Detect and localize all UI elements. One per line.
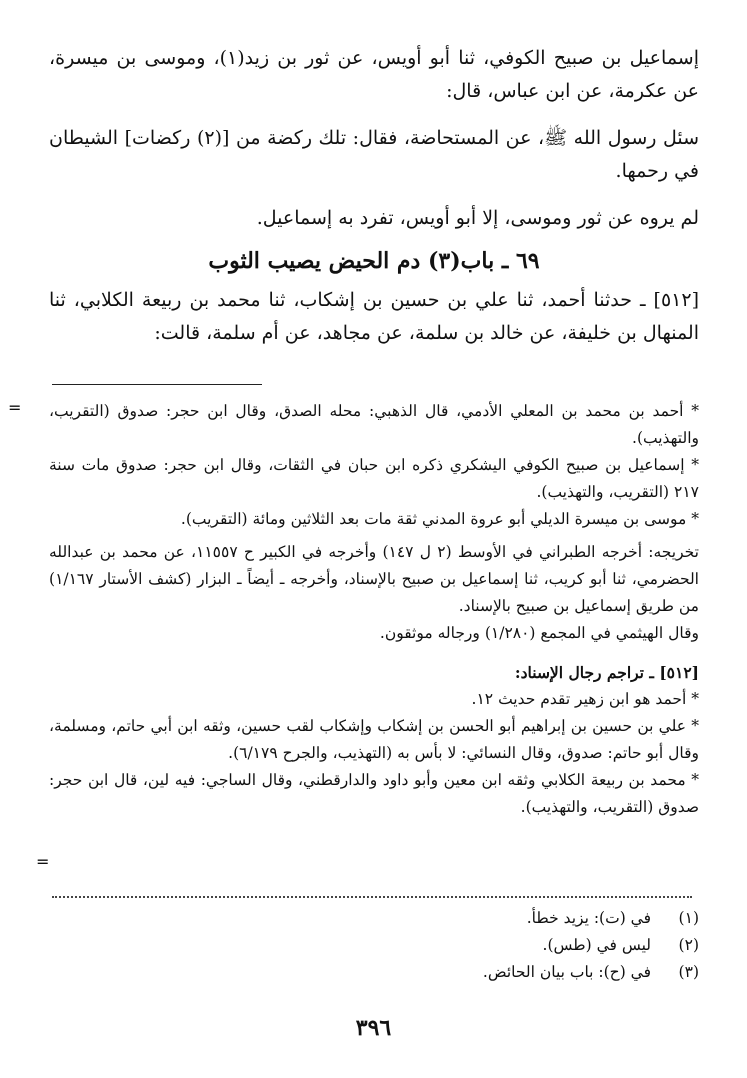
notes-separator bbox=[52, 896, 692, 898]
footnote-text: ليس في (طس). bbox=[542, 936, 651, 954]
tarajim-title: [٥١٢] ـ تراجم رجال الإسناد: bbox=[514, 663, 699, 682]
paragraph-isnad: إسماعيل بن صبيح الكوفي، ثنا أبو أويس، عن ثور بن زيد(١)، وموسى بن ميسرة، عن عكرمة، عن ابن عباس، قال: bbox=[49, 47, 699, 102]
margin-mark: = bbox=[36, 852, 50, 871]
footnote-text: في (ت): يزيد خطأ. bbox=[526, 909, 651, 927]
footnote-separator bbox=[52, 384, 262, 385]
tarajim-item: * محمد بن ربيعة الكلابي وثقه ابن معين وأبو داود والدارقطني، وقال الساجي: فيه لين، قال ابن حجر: صدوق (التقريب، والتهذيب). bbox=[49, 771, 699, 816]
tarajim-item: * أحمد هو ابن زهير تقدم حديث ١٢. bbox=[471, 690, 699, 708]
footnote-text: في (ح): باب بيان الحائض. bbox=[482, 963, 651, 981]
takhrij-text: وقال الهيثمي في المجمع (١/٢٨٠) ورجاله موثقون. bbox=[379, 624, 699, 642]
footnote bbox=[49, 959, 699, 986]
chapter-heading: ٦٩ ـ باب(٣) دم الحيض يصيب الثوب bbox=[208, 248, 540, 274]
paragraph-hadith: سئل رسول الله ﷺ، عن المستحاضة، فقال: تلك ركضة من [(٢) ركضات] الشيطان في رحمها. bbox=[49, 127, 700, 182]
tarajim-item: * علي بن حسين بن إبراهيم أبو الحسن بن إشكاب وإشكاب لقب حسين، وثقه ابن أبي حاتم، ومسلمة، وقال أبو حاتم: صدوق، وقال النسائي: لا بأس به (التهذيب، والجرح ٦/١٧٩). bbox=[49, 717, 699, 762]
main-text bbox=[49, 42, 699, 350]
paragraph-hadith-512: [٥١٢] ـ حدثنا أحمد، ثنا علي بن حسين بن إشكاب، ثنا محمد بن ربيعة الكلابي، ثنا المنهال بن خليفة، عن خالد بن سلمة، عن مجاهد، عن أم سلمة، قالت: bbox=[49, 289, 699, 344]
paragraph-comment: لم يروه عن ثور وموسى، إلا أبو أويس، تفرد به إسماعيل. bbox=[256, 207, 699, 229]
bio-item: * إسماعيل بن صبيح الكوفي اليشكري ذكره ابن حبان في الثقات، وقال ابن حجر: صدوق مات سنة ٢١٧ (التقريب، والتهذيب). bbox=[49, 456, 699, 501]
bio-item: * أحمد بن محمد بن المعلي الأدمي، قال الذهبي: محله الصدق، وقال ابن حجر: صدوق (التقريب، والتهذيب). bbox=[49, 402, 699, 447]
footnote-number: (١) bbox=[678, 909, 699, 927]
footer-commentary bbox=[49, 398, 699, 821]
footnote bbox=[49, 932, 699, 959]
takhrij-text: تخريجه: أخرجه الطبراني في الأوسط (٢ ل ١٤٧) وأخرجه في الكبير ح ١١٥٥٧، عن محمد بن عبدالله الحضرمي، ثنا أبو كريب، ثنا إسماعيل بن صبيح بالإسناد، وأخرجه ـ أيضاً ـ البزار (كشف الأستار ١/١٦٧) من طريق إسماعيل بن صبيح بالإسناد. bbox=[49, 543, 699, 615]
margin-mark: = bbox=[8, 398, 22, 417]
footnote-number: (٢) bbox=[678, 936, 699, 954]
bio-item: * موسى بن ميسرة الديلي أبو عروة المدني ثقة مات بعد الثلاثين ومائة (التقريب). bbox=[180, 510, 699, 528]
footnote-number: (٣) bbox=[678, 963, 699, 981]
footnote bbox=[49, 905, 699, 932]
footnotes bbox=[49, 905, 699, 986]
page-number: ٣٩٦ bbox=[355, 1015, 392, 1041]
